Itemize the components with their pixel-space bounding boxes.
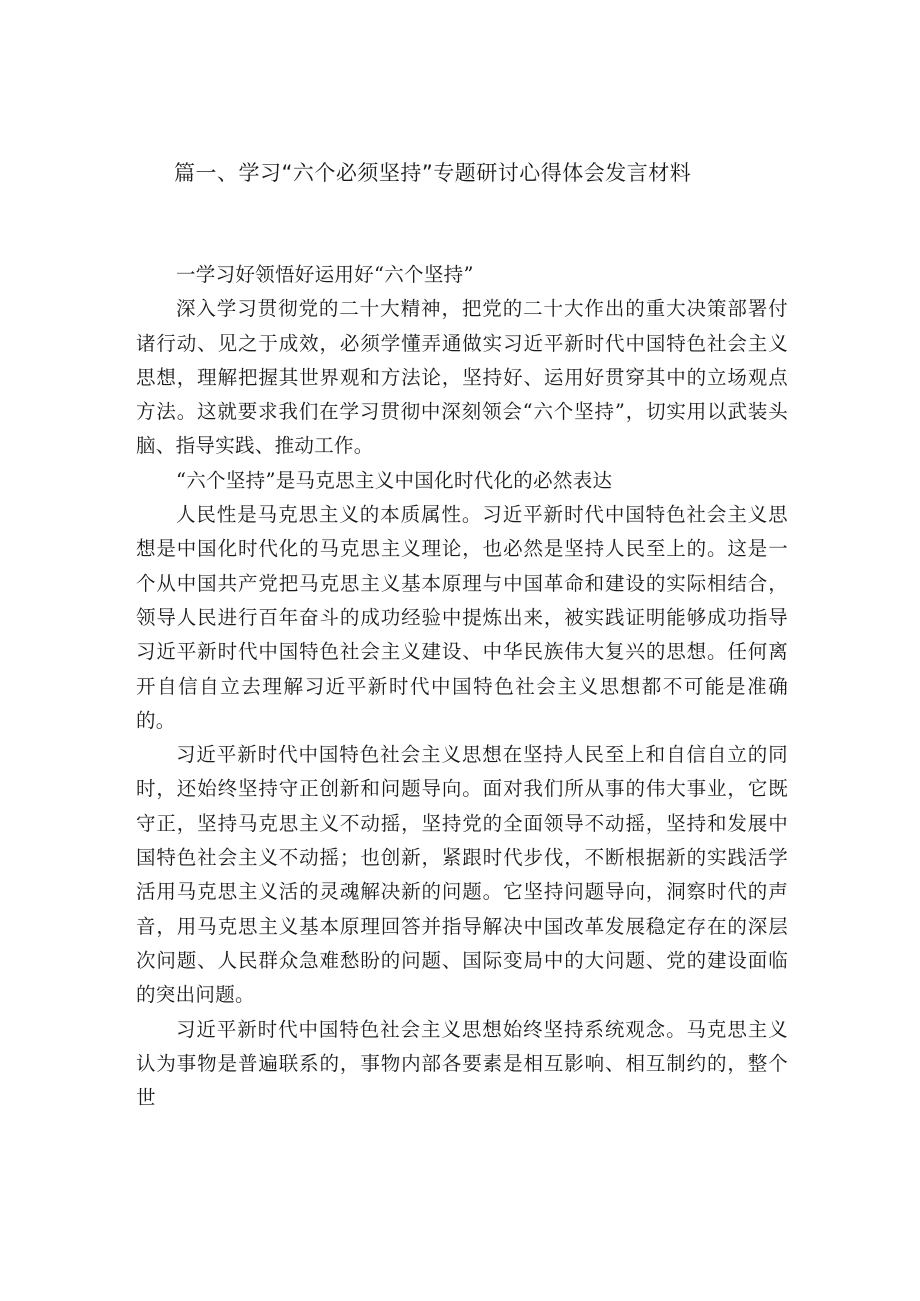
body-paragraph-1: 深入学习贯彻党的二十大精神，把党的二十大作出的重大决策部署付诸行动、见之于成效，必须学懂弄通做实习近平新时代中国特色社会主义思想，理解把握其世界观和方法论，坚持好、运用好贯穿其中的立场观点方法。这就要求我们在学习贯彻中深刻领会“六个坚持”，切实用以武装头脑、指导实践、推动工作。 xyxy=(136,297,788,458)
document-title: 篇一、学习“六个必须坚持”专题研讨心得体会发言材料 xyxy=(174,161,692,185)
section-heading-1: 一学习好领悟好运用好“六个坚持” xyxy=(175,263,474,286)
document-body xyxy=(136,258,788,1115)
section-heading-2: “六个坚持”是马克思主义中国化时代化的必然表达 xyxy=(175,468,613,492)
body-paragraph-3: 习近平新时代中国特色社会主义思想在坚持人民至上和自信自立的同时，还始终坚持守正创新和问题导向。面对我们所从事的伟大事业，它既守正，坚持马克思主义不动摇，坚持党的全面领导不动摇，坚持和发展中国特色社会主义不动摇；也创新，紧跟时代步伐，不断根据新的实践活学活用马克思主义活的灵魂解决新的问题。它坚持问题导向，洞察时代的声音，用马克思主义基本原理回答并指导解决中国改革发展稳定存在的深层次问题、人民群众急难愁盼的问题、国际变局中的大问题、党的建设面临的突出问题。 xyxy=(136,743,788,1007)
body-paragraph-2: 人民性是马克思主义的本质属性。习近平新时代中国特色社会主义思想是中国化时代化的马克思主义理论，也必然是坚持人民至上的。这是一个从中国共产党把马克思主义基本原理与中国革命和建设的实际相结合，领导人民进行百年奋斗的成功经验中提炼出来，被实践证明能够成功指导习近平新时代中国特色社会主义建设、中华民族伟大复兴的思想。任何离开自信自立去理解习近平新时代中国特色社会主义思想都不可能是准确的。 xyxy=(136,503,788,732)
body-paragraph-4: 习近平新时代中国特色社会主义思想始终坚持系统观念。马克思主义认为事物是普遍联系的，事物内部各要素是相互影响、相互制约的，整个世 xyxy=(136,1017,788,1110)
